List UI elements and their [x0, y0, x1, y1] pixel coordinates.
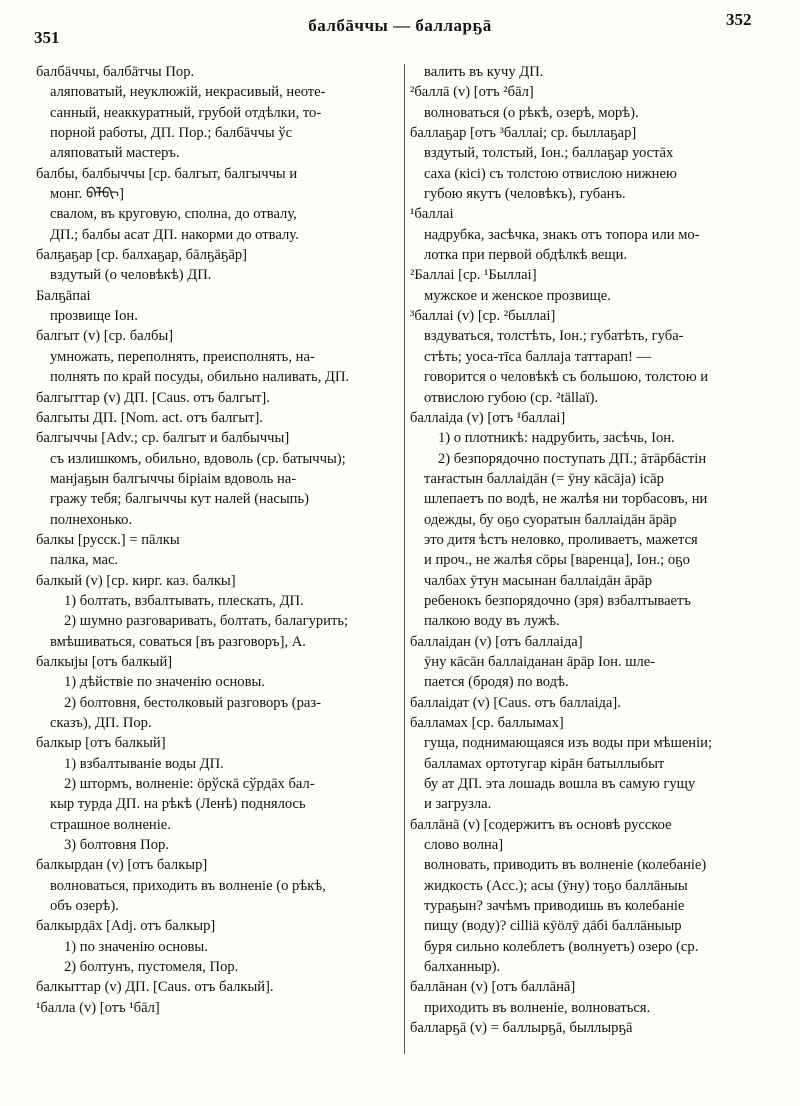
entry-headword-line: ²Баллаі [ср. ¹Быллаі]	[410, 267, 537, 284]
dictionary-entry	[410, 815, 782, 978]
page-number-left: 351	[34, 28, 60, 47]
entry-text-line: кыр турда ДП. на рѣкѣ (Ленѣ) поднялось	[50, 796, 306, 813]
dictionary-entry	[36, 977, 398, 997]
dictionary-entry	[36, 733, 398, 855]
entry-headword-line: балбы, балбыччы [ср. балгыт, балгыччы и	[36, 165, 298, 182]
entry-text-line: приходить въ волненіе, волноваться.	[424, 999, 651, 1016]
entry-text-line: полнехонько.	[50, 511, 133, 528]
entry-text-line: ДП.; балбы асат ДП. накорми до отвалу.	[50, 226, 299, 243]
left-column	[36, 62, 398, 1018]
entry-text-line: надрубка, засѣчка, знакъ отъ топора или мо-	[424, 226, 700, 243]
entry-text-line: монг. ᠪᠠᠯᠪᠢ]	[50, 186, 124, 203]
entry-text-line: таҥастын баллаідāн (= ӯну кāсāја) ісāр	[424, 470, 664, 487]
entry-text-line: вздуваться, толстѣть, Іон.; губатѣть, губа-	[424, 328, 684, 345]
dictionary-entry	[410, 713, 782, 815]
dictionary-entry	[410, 693, 782, 713]
page-number-right: 352	[726, 10, 752, 29]
dictionary-entry	[410, 62, 782, 82]
entry-text-line: балханныр).	[424, 959, 501, 976]
entry-text-line: умножать, переполнять, преисполнять, на-	[50, 348, 315, 365]
entry-text-line: одежды, бу оҕо суоратын баллаідāн āрāр	[424, 511, 677, 528]
entry-text-line: гуща, поднимающаяся изъ воды при мѣшеніи;	[424, 735, 713, 752]
entry-text-line: гражу тебя; балгыччы кут налей (насыпь)	[50, 491, 309, 508]
entry-text-line: губою якутъ (человѣкъ), губанъ.	[424, 186, 626, 203]
entry-text-line: тураҕын? зачѣмъ приводишь въ колебаніе	[424, 898, 685, 915]
entry-headword-line: ²баллā (v) [отъ ²бāл]	[410, 84, 534, 101]
entry-text-line: вздутый (о человѣкѣ) ДП.	[50, 267, 212, 284]
entry-text-line: страшное волненіе.	[50, 816, 171, 833]
entry-text-line: съ излишкомъ, обильно, вдоволь (ср. батыччы);	[50, 450, 346, 467]
entry-text-line: слово волна]	[424, 837, 504, 854]
entry-text-line: порной работы, ДП. Пор.; балбāччы ўс	[50, 125, 293, 142]
entry-text-line: палкою воду въ лужѣ.	[424, 613, 560, 630]
dictionary-entry	[36, 62, 398, 164]
dictionary-entry	[410, 408, 782, 632]
dictionary-entry	[410, 632, 782, 693]
dictionary-entry	[36, 998, 398, 1018]
entry-text-line: сказъ), ДП. Пор.	[50, 715, 152, 731]
dictionary-entry	[36, 408, 398, 428]
entry-text-line: мужское и женское прозвище.	[424, 287, 611, 304]
entry-text-line: и проч., не жалѣя сōры [варенца], Іон.; оҕо	[424, 552, 690, 569]
entry-text-line: жидкость (Acc.); асы (ӯну) тоҕо баллāныы	[424, 877, 688, 894]
dictionary-entry	[410, 1018, 782, 1038]
entry-headword-line: баллаідан (v) [отъ баллаіда]	[410, 633, 583, 650]
entry-text-line: 2) шумно разговаривать, болтать, балагурить;	[64, 613, 349, 630]
running-head: балбāччы — балларҕā	[308, 16, 492, 35]
entry-text-line: 2) болтунъ, пустомеля, Пор.	[64, 959, 239, 976]
dictionary-entry	[410, 306, 782, 408]
entry-text-line: пается (бродя) по водѣ.	[424, 674, 569, 691]
entry-headword-line: балгыччы [Adv.; ср. балгыт и балбыччы]	[36, 430, 290, 447]
entry-text-line: 1) взбалтываніе воды ДП.	[64, 755, 224, 772]
entry-headword-line: балгыты ДП. [Nom. act. отъ балгыт].	[36, 409, 264, 426]
entry-text-line: вздутый, толстый, Іон.; баллаҕар уостāх	[424, 145, 674, 162]
entry-text-line: волновать, приводить въ волненіе (колебаніе)	[424, 857, 707, 874]
entry-headword-line: балкыттар (v) ДП. [Caus. отъ балкый].	[36, 979, 274, 996]
entry-headword-line: баллаҕар [отъ ³баллаі; ср. быллаҕар]	[410, 125, 637, 142]
dictionary-entry	[410, 123, 782, 204]
entry-text-line: аляповатый, неуклюжій, некрасивый, неоте-	[50, 84, 326, 101]
entry-headword-line: балкый (v) [ср. кирг. каз. балкы]	[36, 572, 236, 589]
entry-text-line: палка, мас.	[50, 552, 119, 569]
entry-text-line: балламах ортотугар кірāн батыллыбыт	[424, 755, 665, 772]
entry-headword-line: балларҕā (v) = баллырҕā, быллырҕā	[410, 1020, 633, 1037]
dictionary-entry	[36, 916, 398, 977]
dictionary-entry	[410, 265, 782, 306]
entry-headword-line: балламах [ср. баллымах]	[410, 715, 564, 731]
dictionary-entry	[410, 977, 782, 1018]
entry-headword-line: балкыр [отъ балкый]	[36, 735, 166, 752]
dictionary-entry	[36, 652, 398, 733]
entry-text-line: и загрузла.	[424, 796, 492, 813]
entry-headword-line: ³баллаі (v) [ср. ²быллаі]	[410, 308, 556, 325]
entry-text-line: 1) о плотникѣ: надрубить, засѣчь, Іон.	[438, 430, 675, 447]
dictionary-entry	[36, 388, 398, 408]
entry-text-line: 1) болтать, взбалтывать, плескать, ДП.	[64, 592, 304, 609]
entry-text-line: это дитя ѣстъ неловко, проливаетъ, мажется	[424, 531, 698, 548]
entry-text-line: волноваться, приходить въ волненіе (о рѣкѣ,	[50, 877, 326, 894]
entry-text-line: объ озерѣ).	[50, 898, 119, 915]
entry-text-line: стѣть; уоса-тīса баллаја таттарап! —	[424, 348, 652, 365]
dictionary-entry	[36, 326, 398, 387]
entry-headword-line: балкырдан (v) [отъ балкыр]	[36, 857, 208, 874]
entry-text-line: 1) дѣйствіе по значенію основы.	[64, 674, 265, 691]
dictionary-entry	[410, 204, 782, 265]
entry-text-line: 3) болтовня Пор.	[64, 837, 169, 854]
entry-text-line: санный, неаккуратный, грубой отдѣлки, то-	[50, 104, 322, 121]
dictionary-entry	[410, 82, 782, 123]
entry-headword-line: баллāнā (v) [содержитъ въ основѣ русское	[410, 816, 672, 833]
entry-text-line: саха (кісі) съ толстою отвислою нижнею	[424, 165, 677, 182]
column-divider	[404, 64, 405, 1054]
entry-text-line: 2) безпорядочно поступать ДП.; āтāрбāстін	[438, 450, 707, 467]
entry-text-line: лотка при первой обдѣлкѣ вещи.	[424, 247, 628, 264]
dictionary-entry	[36, 245, 398, 286]
entry-headword-line: баллаідат (v) [Caus. отъ баллаіда].	[410, 694, 621, 711]
entry-text-line: прозвище Іон.	[50, 308, 138, 325]
dictionary-entry	[36, 855, 398, 916]
entry-text-line: 2) болтовня, бестолковый разговоръ (раз-	[64, 694, 322, 711]
right-column	[410, 62, 782, 1039]
entry-headword-line: балҕаҕар [ср. балхаҕар, бāлҕāҕāр]	[36, 247, 247, 264]
entry-text-line: полнять по край посуды, обильно наливать, ДП.	[50, 369, 350, 386]
entry-text-line: отвислою губою (ср. ²tällaï).	[424, 389, 599, 406]
entry-headword-line: баллāнан (v) [отъ баллāнā]	[410, 979, 576, 996]
entry-headword-line: балкырдāх [Adj. отъ балкыр]	[36, 918, 216, 935]
entry-text-line: волноваться (о рѣкѣ, озерѣ, морѣ).	[424, 104, 639, 121]
entry-headword-line: балкыјы [отъ балкый]	[36, 653, 173, 670]
entry-text-line: бу ат ДП. эта лошадь вошла въ самую гущу	[424, 776, 696, 793]
entry-text-line: ӯну кāсāн баллаіданан āрāр Іон. шле-	[424, 653, 656, 670]
dictionary-entry	[36, 571, 398, 652]
entry-text-line: говорится о человѣкѣ съ большою, толстою и	[424, 369, 709, 386]
entry-text-line: 2) штормъ, волненіе: ӧрўскā сўрдāх бал-	[64, 776, 315, 793]
entry-headword-line: ¹баллаі	[410, 206, 454, 223]
dictionary-entry	[36, 428, 398, 530]
entry-text-line: чалбах ӯтун масынан баллаідāн āрāр	[424, 572, 652, 589]
entry-headword-line: балбāччы, балбāтчы Пор.	[36, 64, 195, 80]
entry-headword-line: ¹балла (v) [отъ ¹бāл]	[36, 999, 160, 1016]
entry-text-line: аляповатый мастеръ.	[50, 145, 180, 162]
entry-text-line: 1) по значенію основы.	[64, 938, 208, 955]
entry-text-line: манјаҕын балгыччы біріаім вдоволь на-	[50, 470, 297, 487]
entry-text-line: валить въ кучу ДП.	[424, 64, 544, 80]
entry-text-line: вмѣшиваться, соваться [въ разговоръ], А.	[50, 633, 306, 650]
dictionary-entry	[36, 164, 398, 245]
entry-text-line: пищу (воду)? cilliä кӯӧлӯ дāбі баллāныыр	[424, 918, 682, 935]
dictionary-entry	[36, 530, 398, 571]
entry-headword-line: балкы [русск.] = пāлкы	[36, 531, 180, 548]
entry-text-line: буря сильно колеблетъ (волнуетъ) озеро (ср.	[424, 938, 699, 955]
entry-headword-line: балгыт (v) [ср. балбы]	[36, 328, 174, 345]
entry-text-line: свалом, въ круговую, сполна, до отвалу,	[50, 206, 297, 223]
entry-headword-line: Балҕāпаі	[36, 287, 91, 304]
entry-headword-line: балгыттар (v) ДП. [Caus. отъ балгыт].	[36, 389, 270, 406]
entry-text-line: шлепаетъ по водѣ, не жалѣя ни торбасовъ, ни	[424, 491, 708, 508]
dictionary-entry	[36, 286, 398, 327]
entry-text-line: ребенокъ безпорядочно (зря) взбалтываетъ	[424, 592, 691, 609]
entry-headword-line: баллаіда (v) [отъ ¹баллаі]	[410, 409, 566, 426]
